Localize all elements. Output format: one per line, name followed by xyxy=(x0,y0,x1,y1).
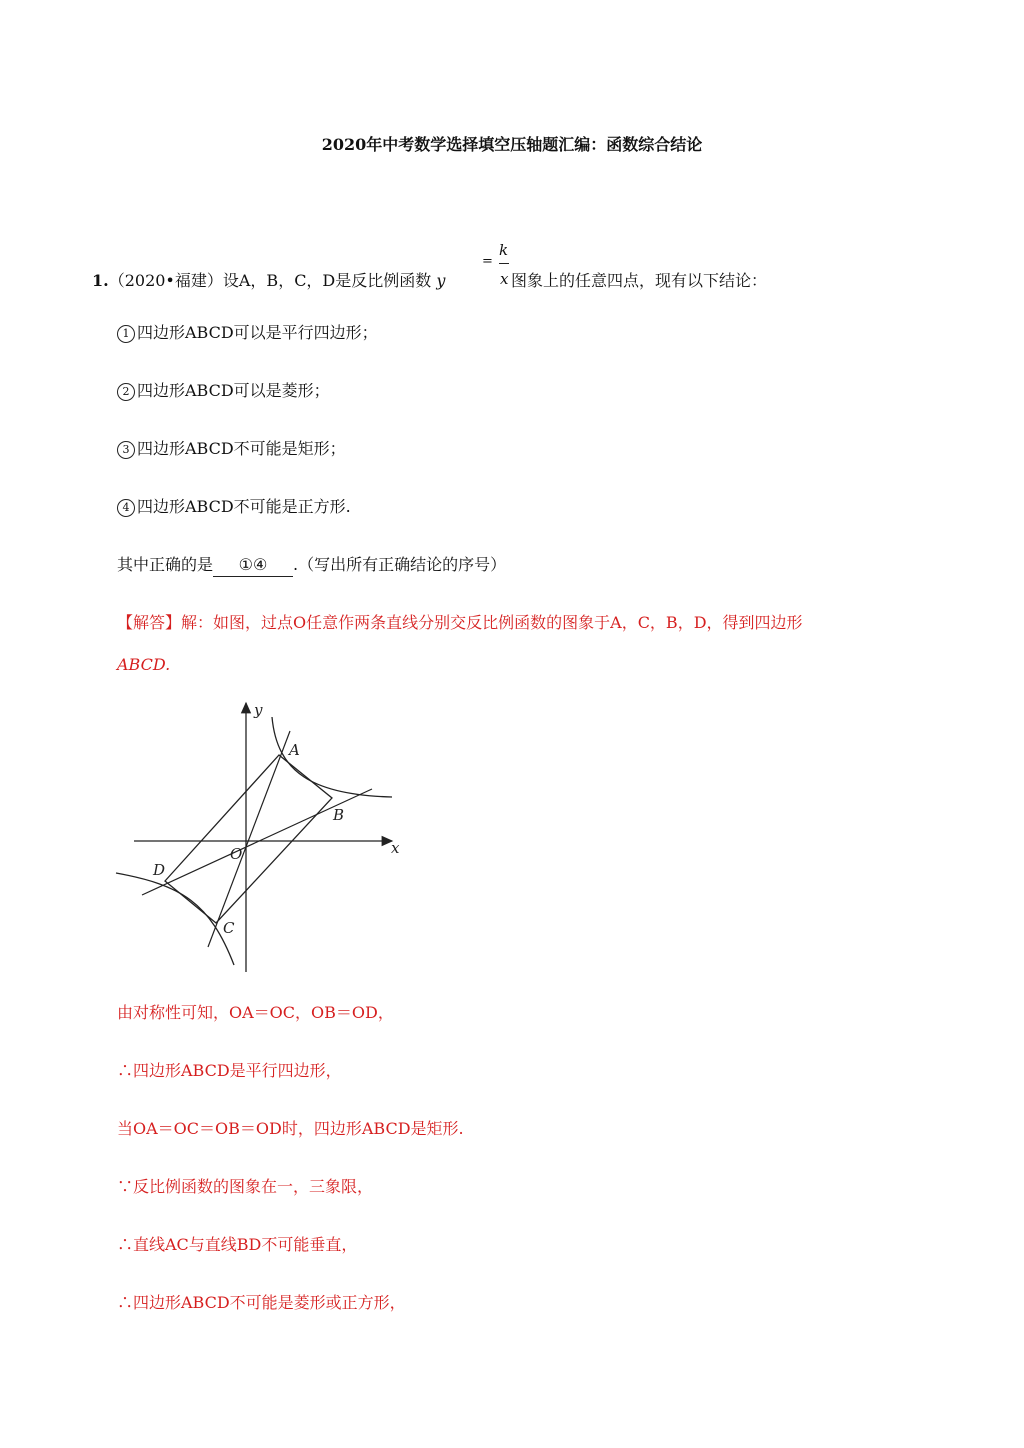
option-2-text: 四边形ABCD可以是菱形； xyxy=(137,381,330,400)
option-3-mark: 3 xyxy=(117,441,135,459)
option-2 xyxy=(117,380,330,402)
answer-line xyxy=(117,554,506,577)
option-1 xyxy=(117,322,378,344)
question-stem-text: 设A，B，C，D是反比例函数 xyxy=(222,271,432,290)
label-D: D xyxy=(153,861,166,879)
function-numerator: k xyxy=(499,241,509,259)
question-number: 1. xyxy=(92,271,109,290)
option-1-text: 四边形ABCD可以是平行四边形； xyxy=(137,323,378,342)
solution-line-5: ∴直线AC与直线BD不可能垂直， xyxy=(117,1235,358,1254)
function-denominator: x xyxy=(500,270,509,288)
option-4-text: 四边形ABCD不可能是正方形. xyxy=(137,497,351,516)
line-AC xyxy=(208,731,290,947)
solution-intro-text: 解：如图，过点O任意作两条直线分别交反比例函数的图象于A，C，B，D，得到四边形 xyxy=(181,613,803,632)
question-source: （2020•福建） xyxy=(108,271,223,290)
label-B: B xyxy=(333,806,345,824)
solution-line-2: ∴四边形ABCD是平行四边形， xyxy=(117,1061,342,1080)
function-equals: = xyxy=(482,254,493,269)
fraction-bar xyxy=(499,263,509,264)
solution-intro xyxy=(117,612,803,634)
label-A: A xyxy=(289,741,300,759)
question-stem xyxy=(92,270,445,292)
function-y: y xyxy=(436,271,446,290)
answer-prefix: 其中正确的是 xyxy=(117,555,214,574)
option-3 xyxy=(117,438,346,460)
label-y: y xyxy=(254,701,263,719)
solution-line-1: 由对称性可知，OA＝OC，OB＝OD， xyxy=(117,1003,394,1022)
solution-intro-line2: ABCD. xyxy=(117,655,171,674)
solution-tag: 【解答】 xyxy=(117,613,182,632)
solution-line-3: 当OA＝OC＝OB＝OD时，四边形ABCD是矩形. xyxy=(117,1119,464,1138)
option-4 xyxy=(117,496,351,518)
page-title: 2020年中考数学选择填空压轴题汇编：函数综合结论 xyxy=(321,135,703,154)
solution-line-6: ∴四边形ABCD不可能是菱形或正方形， xyxy=(117,1293,406,1312)
label-C: C xyxy=(223,919,235,937)
answer-suffix: .（写出所有正确结论的序号） xyxy=(293,555,507,574)
answer-blank: ①④ xyxy=(213,554,293,577)
solution-line-4: ∵反比例函数的图象在一，三象限， xyxy=(117,1177,374,1196)
label-x: x xyxy=(391,839,400,857)
option-3-text: 四边形ABCD不可能是矩形； xyxy=(137,439,346,458)
hyperbola-branch-third xyxy=(116,873,234,965)
solution-figure xyxy=(112,697,412,977)
question-stem-tail: 图象上的任意四点，现有以下结论： xyxy=(511,271,768,290)
label-O: O xyxy=(230,845,243,863)
option-1-mark: 1 xyxy=(117,325,135,343)
option-4-mark: 4 xyxy=(117,499,135,517)
option-2-mark: 2 xyxy=(117,383,135,401)
